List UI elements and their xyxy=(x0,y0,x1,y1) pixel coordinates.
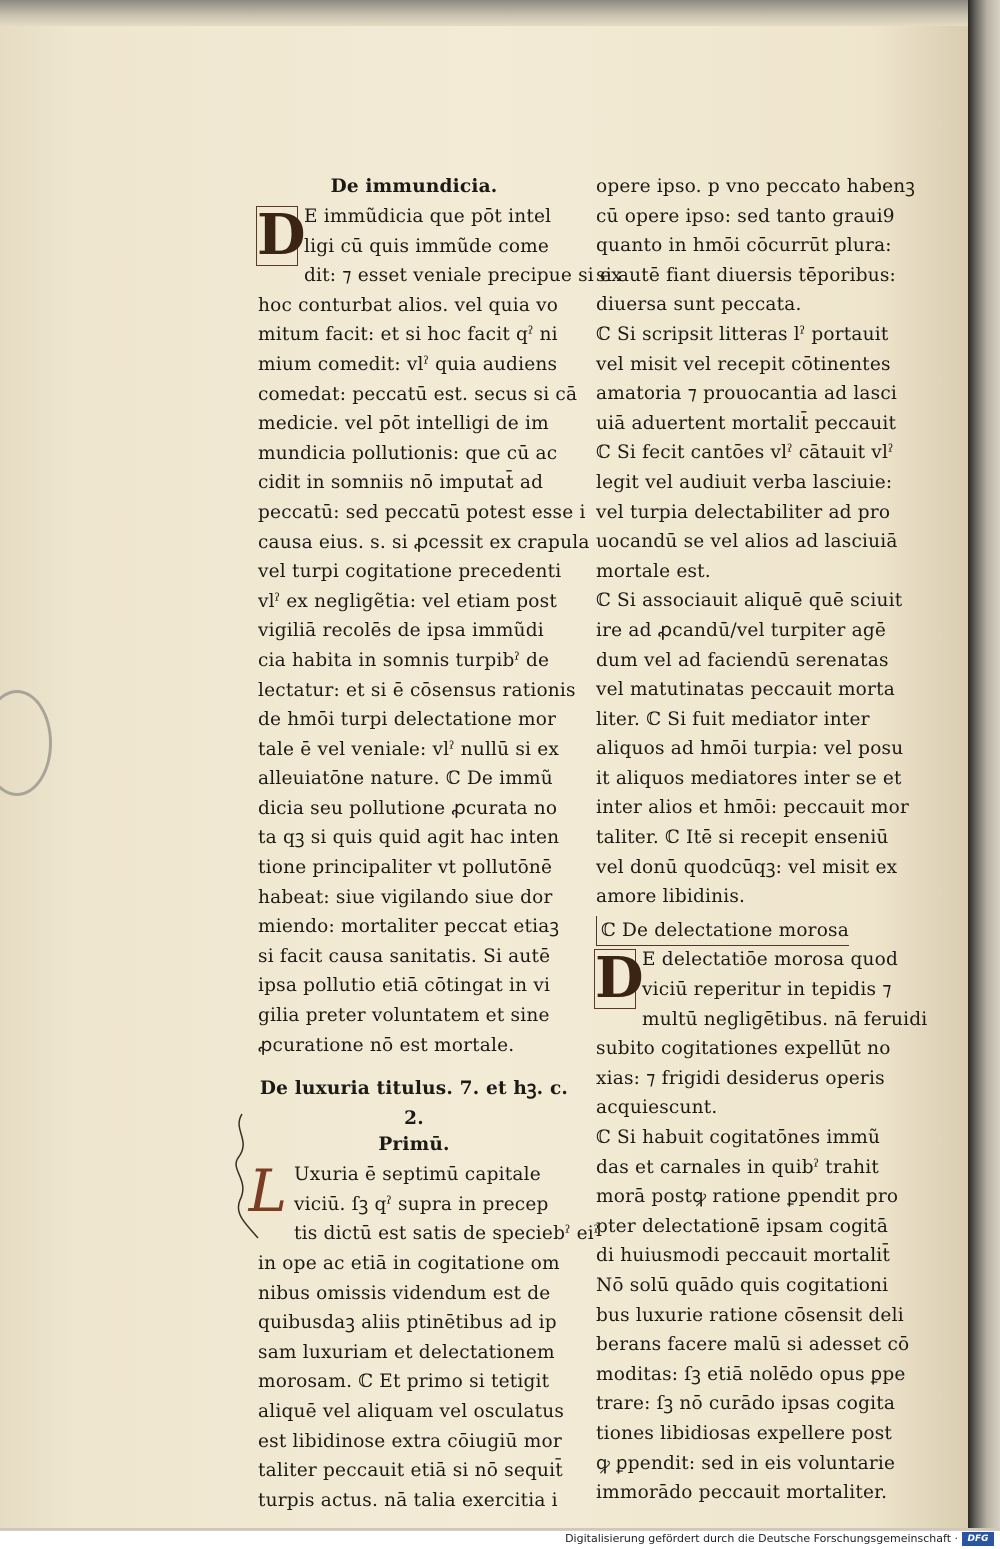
text-line: pter delectationē ipsam cogitā xyxy=(596,1215,889,1237)
text-line: opere ipso. p vno peccato habenꝫ xyxy=(596,176,916,197)
text-line: morosam. ℂ Et primo si tetigit xyxy=(258,1371,550,1393)
initial-capital-d: D xyxy=(257,202,306,268)
section-heading-luxuria: De luxuria titulus. 7. et hꝫ. c. 2. xyxy=(259,1078,569,1130)
text-line: Uxuria ē septimū capitale xyxy=(294,1164,541,1186)
text-line: amatoria ⁊ prouocantia ad lasci xyxy=(596,383,898,405)
text-line: dit: ⁊ esset veniale precipue si ex xyxy=(304,265,622,287)
text-line: it aliquos mediatores inter se et xyxy=(596,767,902,789)
rubric-delectatione-morosa: ℂ De delectatione morosa xyxy=(596,916,849,947)
text-line: ligi cū quis immũde come xyxy=(304,235,550,257)
text-line: multū negligētibus. nā feruidi xyxy=(642,1008,928,1030)
initial-capital-d-2: D xyxy=(595,945,644,1012)
text-line: legit vel audiuit verba lasciuie: xyxy=(596,471,893,493)
paragraph-delectatione xyxy=(596,945,928,1507)
ornate-initial-l: L xyxy=(248,1157,288,1226)
text-line: vigiliā recolēs de ipsa immũdi xyxy=(258,620,544,642)
text-line: si facit causa sanitatis. Si autē xyxy=(258,945,551,967)
spacer xyxy=(258,1060,570,1074)
text-line: aliquē vel aliquam vel osculatus xyxy=(258,1400,565,1422)
text-line: immorādo peccauit mortaliter. xyxy=(596,1482,888,1504)
text-line: moditas: ſꝫ etiā nolēdo opus ꝑpe xyxy=(596,1363,906,1385)
book-fore-edge xyxy=(968,0,1000,1528)
text-line: aliquos ad hmōi turpia: vel posu xyxy=(596,738,904,760)
text-line: vel turpia delectabiliter ad pro xyxy=(596,501,891,523)
text-line: mortale est. xyxy=(596,560,711,582)
text-line: in ope ac etiā in cogitatione om xyxy=(258,1253,560,1274)
text-line: tione principaliter vt pollutōnē xyxy=(258,857,553,879)
text-line: di huiusmodi peccauit mortalit̄ xyxy=(596,1245,891,1267)
text-line: ℂ Si scripsit litteras lˀ portauit xyxy=(596,323,889,345)
clasp-mark xyxy=(0,690,52,796)
text-line: xias: ⁊ frigidi desiderus operis xyxy=(596,1067,885,1089)
text-line: diuersa sunt peccata. xyxy=(596,294,802,316)
paragraph-luxuria xyxy=(258,1160,600,1515)
text-line: medicie. vel pōt intelligi de im xyxy=(258,413,549,435)
footer-credit: Digitalisierung gefördert durch die Deutsche Forschungsgemeinschaft · xyxy=(565,1532,958,1545)
right-text-column xyxy=(595,172,928,1508)
text-line: ire ad ꝓcandū/vel turpiter agē xyxy=(596,619,887,641)
text-line: inter alios et hmōi: peccauit mor xyxy=(596,797,910,819)
margin-flourish xyxy=(228,1110,268,1240)
text-line: viciū. ſꝫ qˀ supra in precep xyxy=(294,1193,549,1215)
text-line: mundicia pollutionis: que cū ac xyxy=(258,442,558,464)
text-line: amore libidinis. xyxy=(596,886,746,908)
section-subheading-primum: Primū. xyxy=(378,1134,450,1156)
text-line: vel matutinatas peccauit morta xyxy=(596,679,895,701)
text-line: tale ē vel veniale: vlˀ nullū si ex xyxy=(258,738,560,760)
text-line: turpis actus. nā talia exercitia i xyxy=(258,1489,558,1511)
text-line: ℂ Si fecit cantōes vlˀ cātauit vlˀ xyxy=(596,442,894,464)
text-line: E immũdicia que pōt intel xyxy=(304,206,552,227)
text-line: ta qꝫ si quis quid agit hac inten xyxy=(258,827,560,849)
text-line: alleuiatōne nature. ℂ De immũ xyxy=(258,768,553,790)
text-line: trare: ſꝫ nō curādo ipsas cogita xyxy=(596,1393,896,1415)
text-line: subito cogitationes expellūt no xyxy=(596,1038,891,1060)
text-line: vlˀ ex negligẽtia: vel etiam post xyxy=(258,590,557,612)
text-line: ꝓcuratione nō est mortale. xyxy=(258,1034,515,1056)
text-line: Nō solū quādo quis cogitationi xyxy=(596,1274,889,1296)
text-line: morā postꝙ ratione ꝑpendit pro xyxy=(596,1186,899,1208)
text-line: uocandū se vel alios ad lasciuiā xyxy=(596,531,898,553)
text-line: vel donū quodcūqꝫ: vel misit ex xyxy=(596,856,898,878)
text-line: bus luxurie ratione cōsensit deli xyxy=(596,1304,904,1326)
text-line: causa eius. s. si ꝓcessit ex crapula xyxy=(258,531,590,553)
text-line: quanto in hmōi cōcurrūt plura: xyxy=(596,235,892,257)
text-line: viciū reperitur in tepidis ⁊ xyxy=(642,979,892,1001)
text-line: uiā aduertent mortalit̄ peccauit xyxy=(596,412,897,434)
text-line: ℂ Si associauit aliquē quē sciuit xyxy=(596,590,903,612)
text-line: vel turpi cogitatione precedenti xyxy=(258,561,562,583)
text-line: ℂ Si habuit cogitatōnes immũ xyxy=(596,1127,881,1148)
text-line: cidit in somniis nō imputat̄ ad xyxy=(258,472,544,494)
text-line: ipsa pollutio etiā cōtingat in vi xyxy=(258,975,551,997)
text-line: acquiescunt. xyxy=(596,1097,718,1119)
page-top-edge xyxy=(0,0,968,26)
paragraph-continued xyxy=(596,172,916,912)
text-line: E delectatiōe morosa quod xyxy=(642,949,898,971)
text-line: cū opere ipso: sed tanto graui9 xyxy=(596,205,895,227)
text-line: sam luxuriam et delectationem xyxy=(258,1341,555,1363)
text-line: habeat: siue vigilando siue dor xyxy=(258,886,553,908)
text-line: tiones libidiosas expellere post xyxy=(596,1422,893,1444)
text-line: de hmōi turpi delectatione mor xyxy=(258,709,557,731)
text-line: liter. ℂ Si fuit mediator inter xyxy=(596,708,870,730)
text-line: taliter. ℂ Itē si recepit enseniū xyxy=(596,827,889,849)
text-line: gilia preter voluntatem et sine xyxy=(258,1005,550,1027)
text-line: ꝙ ꝑpendit: sed in eis voluntarie xyxy=(596,1452,896,1474)
text-line: dum vel ad faciendū serenatas xyxy=(596,649,889,671)
text-line: tis dictū est satis de speciebˀ eiˀ xyxy=(294,1223,600,1245)
text-line: vel misit vel recepit cōtinentes xyxy=(596,353,891,375)
text-line: quibusdaꝫ aliis ptinētibus ad ip xyxy=(258,1312,557,1334)
text-line: mitum facit: et si hoc facit qˀ ni xyxy=(258,324,558,346)
text-line: cia habita in somnis turpibˀ de xyxy=(258,649,550,671)
text-line: hoc conturbat alios. vel quia vo xyxy=(258,294,559,316)
paragraph-immundicia xyxy=(258,202,622,1060)
text-line: dicia seu pollutione ꝓcurata no xyxy=(258,797,558,819)
text-line: nibus omissis videndum est de xyxy=(258,1282,551,1304)
text-line: mium comedit: vlˀ quia audiens xyxy=(258,353,558,375)
dfg-logo-icon: DFG xyxy=(962,1532,994,1546)
rubric-heading xyxy=(596,916,906,946)
text-line: si autē fiant diuersis tēporibus: xyxy=(596,264,896,286)
section-heading-immundicia: De immundicia. xyxy=(330,176,498,197)
text-line: est libidinose extra cōiugiū mor xyxy=(258,1430,562,1452)
left-text-column xyxy=(248,172,622,1515)
text-line: comedat: peccatū est. secus si cā xyxy=(258,383,578,405)
text-line: lectatur: et si ē cōsensus rationis xyxy=(258,679,576,701)
text-line: peccatū: sed peccatū potest esse i xyxy=(258,501,586,523)
text-line: taliter peccauit etiā si nō sequit̄ xyxy=(258,1460,563,1482)
text-line: das et carnales in quibˀ trahit xyxy=(596,1156,879,1178)
text-line: berans facere malū si adesset cō xyxy=(596,1334,910,1356)
text-line: miendo: mortaliter peccat etiaꝫ xyxy=(258,916,560,938)
